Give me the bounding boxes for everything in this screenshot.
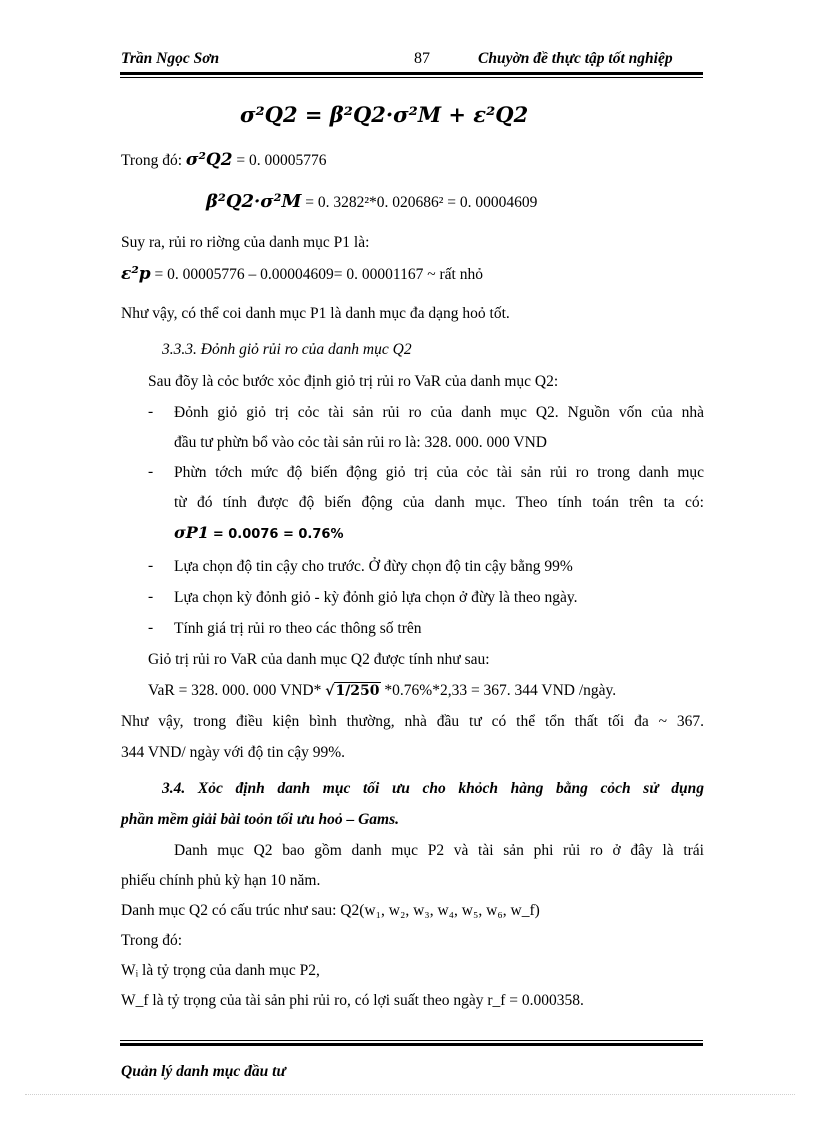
footer-title: Quản lý danh mục đầu tư bbox=[121, 1063, 286, 1080]
header-author: Trần Ngọc Sơn bbox=[121, 50, 220, 67]
value-epsilon: = 0. 00005776 – 0.00004609= 0. 00001167 ~ rất nhỏ bbox=[154, 266, 483, 283]
paragraph: W_f là tỷ trọng của tài sản phi rủi ro, có lợi suất theo ngày r_f = 0.000358. bbox=[121, 992, 584, 1009]
paragraph bbox=[121, 150, 327, 171]
header-rule-thin bbox=[120, 77, 703, 78]
formula-sigma-q2: σ²Q2 bbox=[185, 150, 233, 170]
var-sqrt-radicand: 1/250 bbox=[335, 683, 380, 699]
paragraph: Trong đó: bbox=[121, 932, 183, 949]
formula-main: σ²Q2 = β²Q2·σ²M + ε²Q2 bbox=[240, 102, 529, 127]
page-edge-dots bbox=[25, 1094, 795, 1095]
bullet-text: Lựa chọn kỳ đỏnh giỏ - kỳ đỏnh giỏ lựa chọn ở đừy là theo ngày. bbox=[174, 589, 578, 606]
var-sqrt: √1/250 bbox=[325, 683, 380, 699]
paragraph bbox=[174, 523, 343, 545]
paragraph: Như vậy, có thể coi danh mục P1 là danh mục đa dạng hoỏ tốt. bbox=[121, 305, 510, 322]
value-beta: = 0. 3282²*0. 020686² = 0. 00004609 bbox=[305, 194, 538, 211]
page-number: 87 bbox=[414, 50, 430, 67]
bullet-marker: - bbox=[148, 588, 154, 605]
paragraph: Wᵢ là tỷ trọng của danh mục P2, bbox=[121, 962, 320, 979]
bullet-text: Tính giá trị rủi ro theo các thông số trên bbox=[174, 620, 422, 637]
section-heading-34: 3.4. Xỏc định danh mục tối ưu cho khỏch hàng bằng cỏch sử dụng bbox=[162, 780, 704, 797]
paragraph: Như vậy, trong điều kiện bình thường, nhà đầu tư có thể tổn thất tối đa ~ 367. bbox=[121, 713, 704, 730]
paragraph: Sau đõy là cỏc bước xỏc định giỏ trị rủi ro VaR của danh mục Q2: bbox=[148, 373, 559, 390]
value-sigma-p1: = 0.0076 = 0.76% bbox=[212, 527, 344, 542]
paragraph bbox=[148, 681, 616, 701]
bullet-text: Phừn tớch mức độ biến động giỏ trị của cỏc tài sản rủi ro trong danh mục bbox=[174, 464, 704, 481]
var-lhs: VaR = 328. 000. 000 VND* bbox=[148, 682, 322, 699]
footer-rule bbox=[120, 1043, 703, 1046]
bullet-marker: - bbox=[148, 403, 154, 420]
label-trong-do: Trong đó: bbox=[121, 152, 183, 169]
bullet-marker: - bbox=[148, 557, 154, 574]
section-heading-333: 3.3.3. Đỏnh giỏ rủi ro của danh mục Q2 bbox=[162, 341, 412, 358]
bullet-text: Lựa chọn độ tin cậy cho trước. Ở đừy chọn độ tin cậy bằng 99% bbox=[174, 558, 573, 575]
formula-beta: β²Q2·σ²M bbox=[206, 191, 302, 212]
section-heading-34-cont: phần mềm giải bài toỏn tối ưu hoỏ – Gams. bbox=[121, 811, 400, 828]
paragraph: Giỏ trị rủi ro VaR của danh mục Q2 được tính như sau: bbox=[148, 651, 490, 668]
header-rule bbox=[120, 72, 703, 75]
bullet-text: đầu tư phừn bổ vào cỏc tài sản rủi ro là: 328. 000. 000 VND bbox=[174, 434, 547, 451]
bullet-marker: - bbox=[148, 619, 154, 636]
paragraph bbox=[206, 192, 537, 213]
paragraph: Danh mục Q2 có cấu trúc như sau: Q2(w₁, w₂, w₃, w₄, w₅, w₆, w_f) bbox=[121, 902, 540, 919]
paragraph: 344 VND/ ngày với độ tin cậy 99%. bbox=[121, 744, 346, 761]
var-rhs: *0.76%*2,33 = 367. 344 VND /ngày. bbox=[384, 682, 617, 699]
header-doc-title: Chuyờn đề thực tập tốt nghiệp bbox=[478, 50, 673, 67]
paragraph: Suy ra, rủi ro riờng của danh mục P1 là: bbox=[121, 234, 370, 251]
bullet-marker: - bbox=[148, 463, 154, 480]
bullet-text: từ đó tính được độ biến động của danh mục. Theo tính toán trên ta có: bbox=[174, 494, 704, 511]
footer-rule-thin bbox=[120, 1040, 703, 1041]
paragraph: phiếu chính phủ kỳ hạn 10 năm. bbox=[121, 872, 321, 889]
formula-sigma-p1: σP1 bbox=[174, 523, 209, 542]
paragraph bbox=[121, 264, 483, 285]
bullet-text: Đỏnh giỏ giỏ trị cỏc tài sản rủi ro của danh mục Q2. Nguồn vốn của nhà bbox=[174, 404, 704, 421]
paragraph: Danh mục Q2 bao gồm danh mục P2 và tài sản phi rủi ro ở đây là trái bbox=[174, 842, 704, 859]
formula-epsilon: ε²p bbox=[121, 264, 151, 284]
value-sigma-q2: = 0. 00005776 bbox=[236, 152, 327, 169]
